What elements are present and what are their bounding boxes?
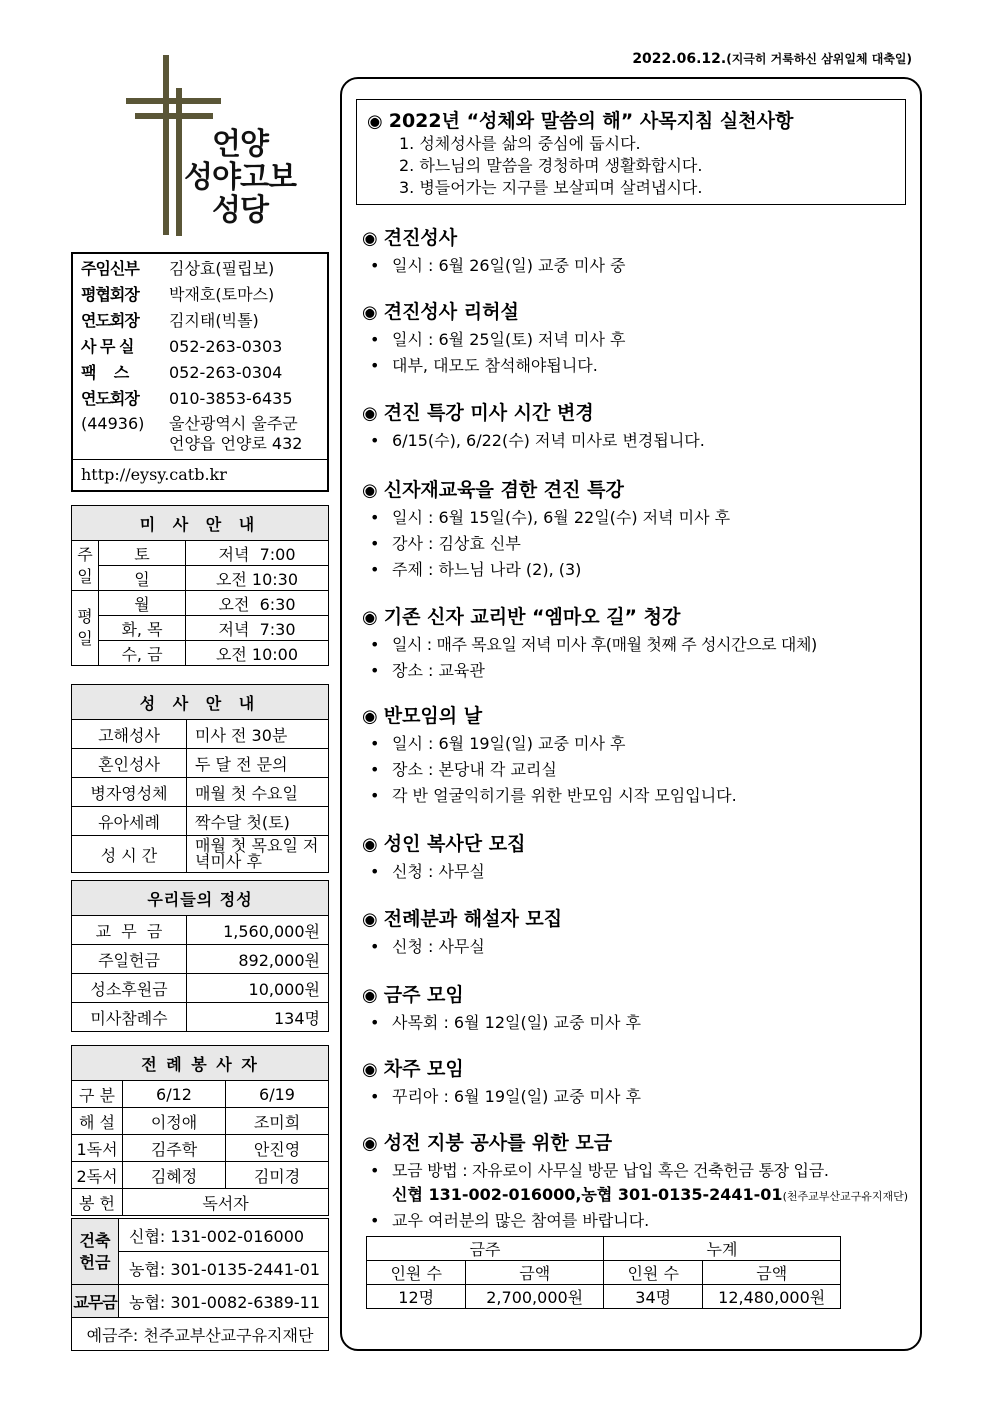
parish-name: 언양 성야고보 성당: [184, 127, 296, 228]
servers-head: 6/12: [123, 1081, 226, 1108]
fund-value: 12명: [367, 1285, 466, 1309]
cross-bar: [135, 113, 213, 119]
notice-section: ◉ 신자재교육을 겸한 견진 특강 • 일시 : 6월 15일(수), 6월 22일(수) 저녁 미사 후 • 강사 : 김상효 신부 • 주제 : 하느님 나라 (2), (3): [362, 479, 731, 579]
bullseye-icon: ◉: [362, 706, 378, 727]
servers-name: 김혜정: [123, 1162, 226, 1189]
servers-role: 1독서: [72, 1135, 123, 1162]
fund-col: 인원 수: [604, 1261, 703, 1285]
build-label: 건축 헌금: [72, 1219, 119, 1285]
sacrament-time: 매월 첫 수요일: [187, 778, 329, 807]
notice-section: ◉ 성인 복사단 모집 • 신청 : 사무실: [362, 833, 526, 881]
guideline-item: 1. 성체성사를 삶의 중심에 둡시다.: [399, 134, 641, 153]
guideline-item: 3. 병들어가는 지구를 보살피며 살려냅시다.: [399, 178, 703, 197]
offering-title: 우리들의 정성: [72, 881, 329, 916]
notice-section: ◉ 차주 모임 • 꾸리아 : 6월 19일(일) 교중 미사 후: [362, 1058, 641, 1106]
cross-bar: [176, 88, 182, 236]
mass-schedule: [71, 505, 329, 666]
bullseye-icon: ◉: [362, 403, 378, 424]
mass-time: 오전 10:30: [186, 566, 329, 591]
offering-label: 교 무 금: [72, 916, 187, 945]
sacrament-time: 매월 첫 목요일 저녁미사 후: [187, 836, 329, 873]
mass-time: 저녁 7:30: [186, 616, 329, 641]
mass-day: 토: [99, 541, 186, 566]
address: (44936) 울산광역시 울주군 언양읍 언양로 432: [81, 414, 303, 453]
fund-value: 12,480,000원: [703, 1285, 841, 1309]
bullseye-icon: ◉: [362, 228, 378, 249]
info-row: 연도회장 김지태(빅톨): [81, 311, 259, 330]
offering-amount: 134명: [187, 1003, 329, 1032]
fundraising-table: [366, 1236, 841, 1309]
offering-label: 성소후원금: [72, 974, 187, 1003]
info-row: 평협회장 박재호(토마스): [81, 285, 275, 304]
notice-section: ◉ 견진성사 리허설 • 일시 : 6월 25일(토) 저녁 미사 후 • 대부, 대모도 참석해야됩니다.: [362, 301, 626, 375]
fund-group: 금주: [367, 1237, 604, 1261]
mass-day: 월: [99, 591, 186, 616]
notice-section: ◉ 전례분과 해설자 모집 • 신청 : 사무실: [362, 908, 563, 956]
mass-time: 오전 6:30: [186, 591, 329, 616]
servers-name: 이정애: [123, 1108, 226, 1135]
offering-table: [71, 880, 329, 1032]
sacrament-time: 두 달 전 문의: [187, 749, 329, 778]
sacrament-time: 짝수달 첫(토): [187, 807, 329, 836]
notice-section: ◉ 견진 특강 미사 시간 변경 • 6/15(수), 6/22(수) 저녁 미사로 변경됩니다.: [362, 402, 705, 450]
sacrament-name: 병자영성체: [72, 778, 187, 807]
notice-section: ◉ 성전 지붕 공사를 위한 모금 • 모금 방법 : 자유로이 사무실 방문 납입 혹은 건축헌금 통장 입금. 신협 131-002-016000,농협 301-0135-2441-01(천주교부산교구유지재단) • 교우 여러분의 많은 참여를 바랍니다.: [362, 1129, 912, 1234]
mass-time: 오전 10:00: [186, 641, 329, 666]
servers-role: 2독서: [72, 1162, 123, 1189]
fund-value: 2,700,000원: [466, 1285, 604, 1309]
sacrament-name: 혼인성사: [72, 749, 187, 778]
offering-label: 미사참례수: [72, 1003, 187, 1032]
offering-amount: 892,000원: [187, 945, 329, 974]
cross-bar: [126, 98, 221, 104]
sunday-label: 주 일: [72, 541, 99, 591]
mass-time: 저녁 7:00: [186, 541, 329, 566]
bullseye-icon: ◉: [362, 607, 378, 628]
build-account: 농협: 301-0135-2441-01: [119, 1252, 329, 1285]
offering-amount: 1,560,000원: [187, 916, 329, 945]
mass-day: 수, 금: [99, 641, 186, 666]
parish-info: [71, 252, 329, 492]
bullseye-icon: ◉: [362, 834, 378, 855]
fund-col: 금액: [703, 1261, 841, 1285]
notice-section: ◉ 반모임의 날 • 일시 : 6월 19일(일) 교중 미사 후 • 장소 : 본당내 각 교리실 • 각 반 얼굴익히기를 위한 반모임 시작 모임입니다.: [362, 705, 737, 805]
notice-section: ◉ 금주 모임 • 사목회 : 6월 12일(일) 교중 미사 후: [362, 984, 641, 1032]
offering-label: 주일헌금: [72, 945, 187, 974]
servers-head: 6/19: [226, 1081, 329, 1108]
bullseye-icon: ◉: [367, 111, 383, 132]
sacrament-schedule: [71, 684, 329, 873]
gyo-label: 교무금: [72, 1285, 119, 1318]
info-row: 사 무 실 052-263-0303: [81, 337, 283, 356]
fund-accounts: 신협 131-002-016000,농협 301-0135-2441-01(천주교부산교구유지재단): [392, 1185, 909, 1204]
bulletin-date: 2022.06.12.(지극히 거룩하신 삼위일체 대축일): [632, 51, 912, 67]
account-holder: 예금주: 천주교부산교구유지재단: [72, 1318, 329, 1351]
pastoral-guideline: [356, 99, 906, 205]
info-row: 팩 스 052-263-0304: [81, 363, 283, 382]
guideline-item: 2. 하느님의 말씀을 경청하며 생활화합시다.: [399, 156, 703, 175]
mass-title: 미 사 안 내: [72, 506, 329, 541]
notice-section: ◉ 기존 신자 교리반 “엠마오 길” 청강 • 일시 : 매주 목요일 저녁 미사 후(매월 첫째 주 성시간으로 대체) • 장소 : 교육관: [362, 606, 817, 680]
info-row: 연도회장 010-3853-6435: [81, 389, 293, 408]
sacrament-time: 미사 전 30분: [187, 720, 329, 749]
website-link[interactable]: http://eysy.catb.kr: [73, 459, 327, 490]
sacrament-name: 성 시 간: [72, 836, 187, 873]
bullseye-icon: ◉: [362, 985, 378, 1006]
servers-name: 조미희: [226, 1108, 329, 1135]
bullseye-icon: ◉: [362, 1059, 378, 1080]
notice-section: ◉ 견진성사 • 일시 : 6월 26일(일) 교중 미사 중: [362, 227, 626, 275]
build-account: 신협: 131-002-016000: [119, 1219, 329, 1252]
fund-col: 금액: [466, 1261, 604, 1285]
servers-name: 독서자: [123, 1189, 329, 1216]
fund-group: 누계: [604, 1237, 841, 1261]
cross-icon: [163, 55, 169, 235]
sacrament-name: 고해성사: [72, 720, 187, 749]
servers-title: 전 례 봉 사 자: [72, 1046, 329, 1081]
info-row: 주임신부 김상효(필립보): [81, 259, 275, 278]
mass-day: 일: [99, 566, 186, 591]
mass-day: 화, 목: [99, 616, 186, 641]
bullseye-icon: ◉: [362, 909, 378, 930]
servers-head: 구 분: [72, 1081, 123, 1108]
servers-name: 김미경: [226, 1162, 329, 1189]
gyo-account: 농협: 301-0082-6389-11: [119, 1285, 329, 1318]
sacrament-title: 성 사 안 내: [72, 685, 329, 720]
servers-name: 김주학: [123, 1135, 226, 1162]
weekday-label: 평 일: [72, 591, 99, 666]
sacrament-name: 유아세례: [72, 807, 187, 836]
bank-accounts: [71, 1218, 329, 1351]
guideline-title: 2022년 “성체와 말씀의 해” 사목지침 실천사항: [388, 110, 794, 132]
servers-role: 해 설: [72, 1108, 123, 1135]
liturgy-servers: [71, 1045, 329, 1216]
bullseye-icon: ◉: [362, 480, 378, 501]
fund-col: 인원 수: [367, 1261, 466, 1285]
bullseye-icon: ◉: [362, 1133, 378, 1154]
servers-role: 봉 헌: [72, 1189, 123, 1216]
fund-value: 34명: [604, 1285, 703, 1309]
offering-amount: 10,000원: [187, 974, 329, 1003]
servers-name: 안진영: [226, 1135, 329, 1162]
bullseye-icon: ◉: [362, 302, 378, 323]
